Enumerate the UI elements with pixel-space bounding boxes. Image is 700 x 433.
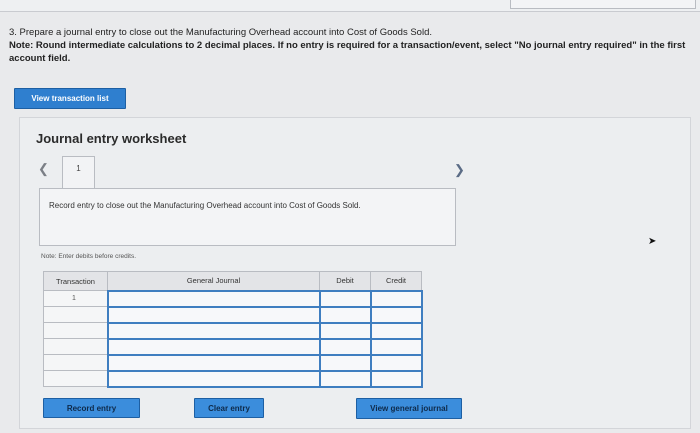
question-text — [9, 26, 689, 65]
debit-input[interactable] — [320, 291, 371, 307]
table-row — [44, 307, 422, 323]
view-general-journal-button[interactable]: View general journal — [356, 398, 462, 419]
debit-input[interactable] — [320, 371, 371, 387]
clear-entry-button[interactable]: Clear entry — [194, 398, 264, 418]
entry-tab-1[interactable] — [62, 156, 95, 191]
debit-input[interactable] — [320, 323, 371, 339]
transaction-cell — [44, 307, 108, 323]
debit-input[interactable] — [320, 355, 371, 371]
entry-note: Note: Enter debits before credits. — [41, 253, 137, 260]
account-select[interactable] — [108, 371, 320, 387]
transaction-cell — [44, 323, 108, 339]
table-row — [44, 371, 422, 387]
table-row — [44, 355, 422, 371]
credit-input[interactable] — [371, 307, 422, 323]
view-transaction-list-button[interactable]: View transaction list — [14, 88, 126, 109]
credit-input[interactable] — [371, 339, 422, 355]
top-strip — [0, 0, 700, 12]
transaction-cell — [44, 355, 108, 371]
transaction-cell: 1 — [44, 291, 108, 307]
header-general-journal: General Journal — [108, 272, 320, 291]
credit-input[interactable] — [371, 371, 422, 387]
entry-tab-label: 1 — [76, 164, 81, 173]
header-credit: Credit — [371, 272, 422, 291]
account-select[interactable] — [108, 307, 320, 323]
transaction-cell — [44, 339, 108, 355]
table-row — [44, 291, 422, 307]
transaction-cell — [44, 371, 108, 387]
header-debit: Debit — [320, 272, 371, 291]
debit-input[interactable] — [320, 339, 371, 355]
credit-input[interactable] — [371, 355, 422, 371]
question-prompt: 3. Prepare a journal entry to close out the Manufacturing Overhead account into Cost of Goods Sold. — [9, 27, 432, 38]
question-note: Note: Round intermediate calculations to 2 decimal places. If no entry is required for a transaction/event, select "No journal entry required" in the first account field. — [9, 40, 686, 64]
credit-input[interactable] — [371, 291, 422, 307]
account-select[interactable] — [108, 339, 320, 355]
account-select[interactable] — [108, 291, 320, 307]
worksheet-title: Journal entry worksheet — [36, 131, 187, 146]
chevron-right-icon[interactable]: ❯ — [454, 162, 465, 177]
credit-input[interactable] — [371, 323, 422, 339]
table-row — [44, 323, 422, 339]
account-select[interactable] — [108, 323, 320, 339]
mouse-cursor-icon: ➤ — [648, 236, 657, 247]
entry-description: Record entry to close out the Manufacturing Overhead account into Cost of Goods Sold. — [49, 201, 361, 210]
top-answer-box[interactable] — [510, 0, 696, 9]
entry-description-box — [39, 188, 456, 246]
journal-header-row — [44, 272, 422, 291]
header-transaction: Transaction — [44, 272, 108, 291]
chevron-left-icon[interactable]: ❮ — [38, 161, 49, 176]
account-select[interactable] — [108, 355, 320, 371]
table-row — [44, 339, 422, 355]
journal-table — [43, 271, 423, 388]
debit-input[interactable] — [320, 307, 371, 323]
record-entry-button[interactable]: Record entry — [43, 398, 140, 418]
